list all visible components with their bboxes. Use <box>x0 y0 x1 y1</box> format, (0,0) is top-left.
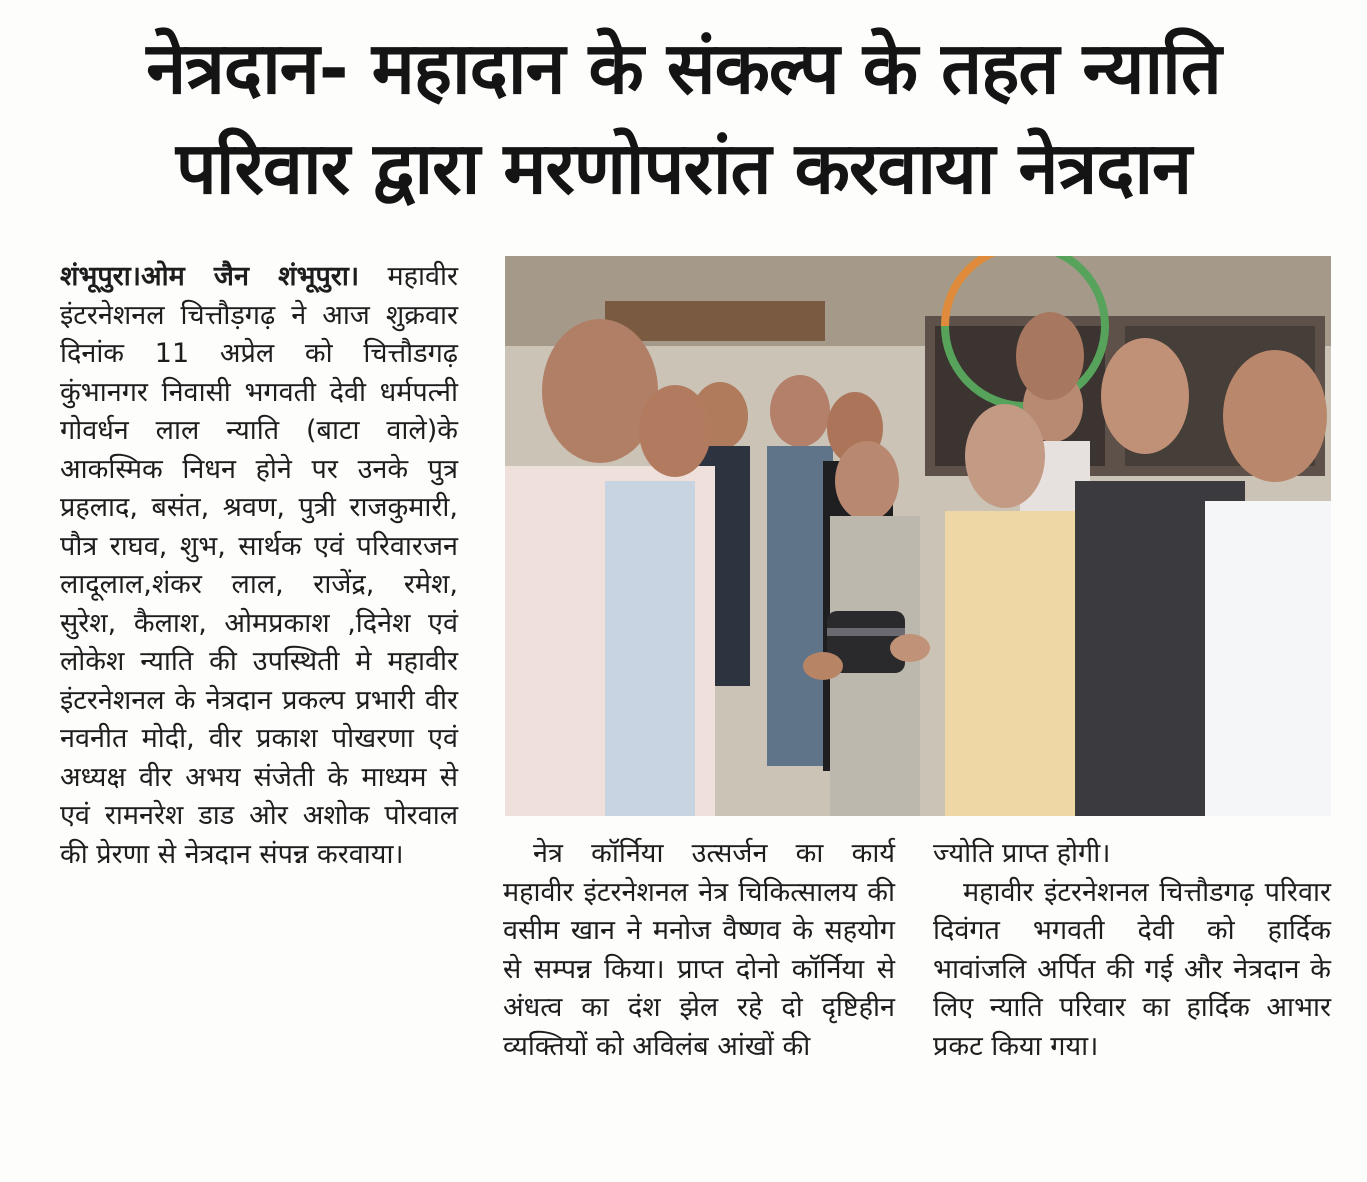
article-continuation: ज्योति प्राप्त होगी। <box>933 838 1111 869</box>
headline <box>20 18 1347 218</box>
article-body-left: महावीर इंटरनेशनल चित्तौड़गढ़ ने आज शुक्रवार दिनांक 11 अप्रेल को चित्तौडगढ़ कुंभानगर निवासी भगवती देवी धर्मपत्नी गोवर्धन लाल न्याति (बाटा वाले)के आकस्मिक निधन होने पर उनके पुत्र प्रहलाद, बसंत, श्रवण, पुत्री राजकुमारी, पौत्र राघव, शुभ, सार्थक एवं परिवारजन लादूलाल,शंकर लाल, राजेंद्र, रमेश, सुरेश, कैलाश, ओमप्रकाश ,दिनेश एवं लोकेश न्याति की उपस्थिती मे महावीर इंटरनेशनल के नेत्रदान प्रकल्प प्रभारी वीर नवनीत मोदी, वीर प्रकाश पोखरणा एवं अध्यक्ष वीर अभय संजेती के माध्यम से एवं रामनरेश डाड ओर अशोक पोरवाल की प्रेरणा से नेत्रदान संपन्न करवाया। <box>60 261 458 870</box>
article-column-right <box>933 835 1331 1066</box>
headline-line-2: परिवार द्वारा मरणोपरांत करवाया नेत्रदान <box>175 126 1192 210</box>
dateline: शंभूपुरा।ओम जैन शंभूपुरा। <box>60 261 360 292</box>
article-body-right: महावीर इंटरनेशनल चित्तौडगढ़ परिवार दिवंगत भगवती देवी को हार्दिक भावांजलि अर्पित की गई और नेत्रदान के लिए न्याति परिवार का हार्दिक आभार प्रकट किया गया। <box>933 876 1331 1062</box>
article-column-middle <box>503 835 895 1066</box>
article-column-left <box>60 258 458 874</box>
headline-line-1: नेत्रदान- महादान के संकल्प के तहत न्याति <box>146 26 1221 110</box>
news-photo <box>505 256 1331 816</box>
article-body-middle: नेत्र कॉर्निया उत्सर्जन का कार्य महावीर इंटरनेशनल नेत्र चिकित्सालय की वसीम खान ने मनोज वैष्णव के सहयोग से सम्पन्न किया। प्राप्त दोनो कॉर्निया से अंधत्व का दंश झेल रहे दो दृष्टिहीन व्यक्तियों को अविलंब आंखों की <box>503 838 895 1062</box>
